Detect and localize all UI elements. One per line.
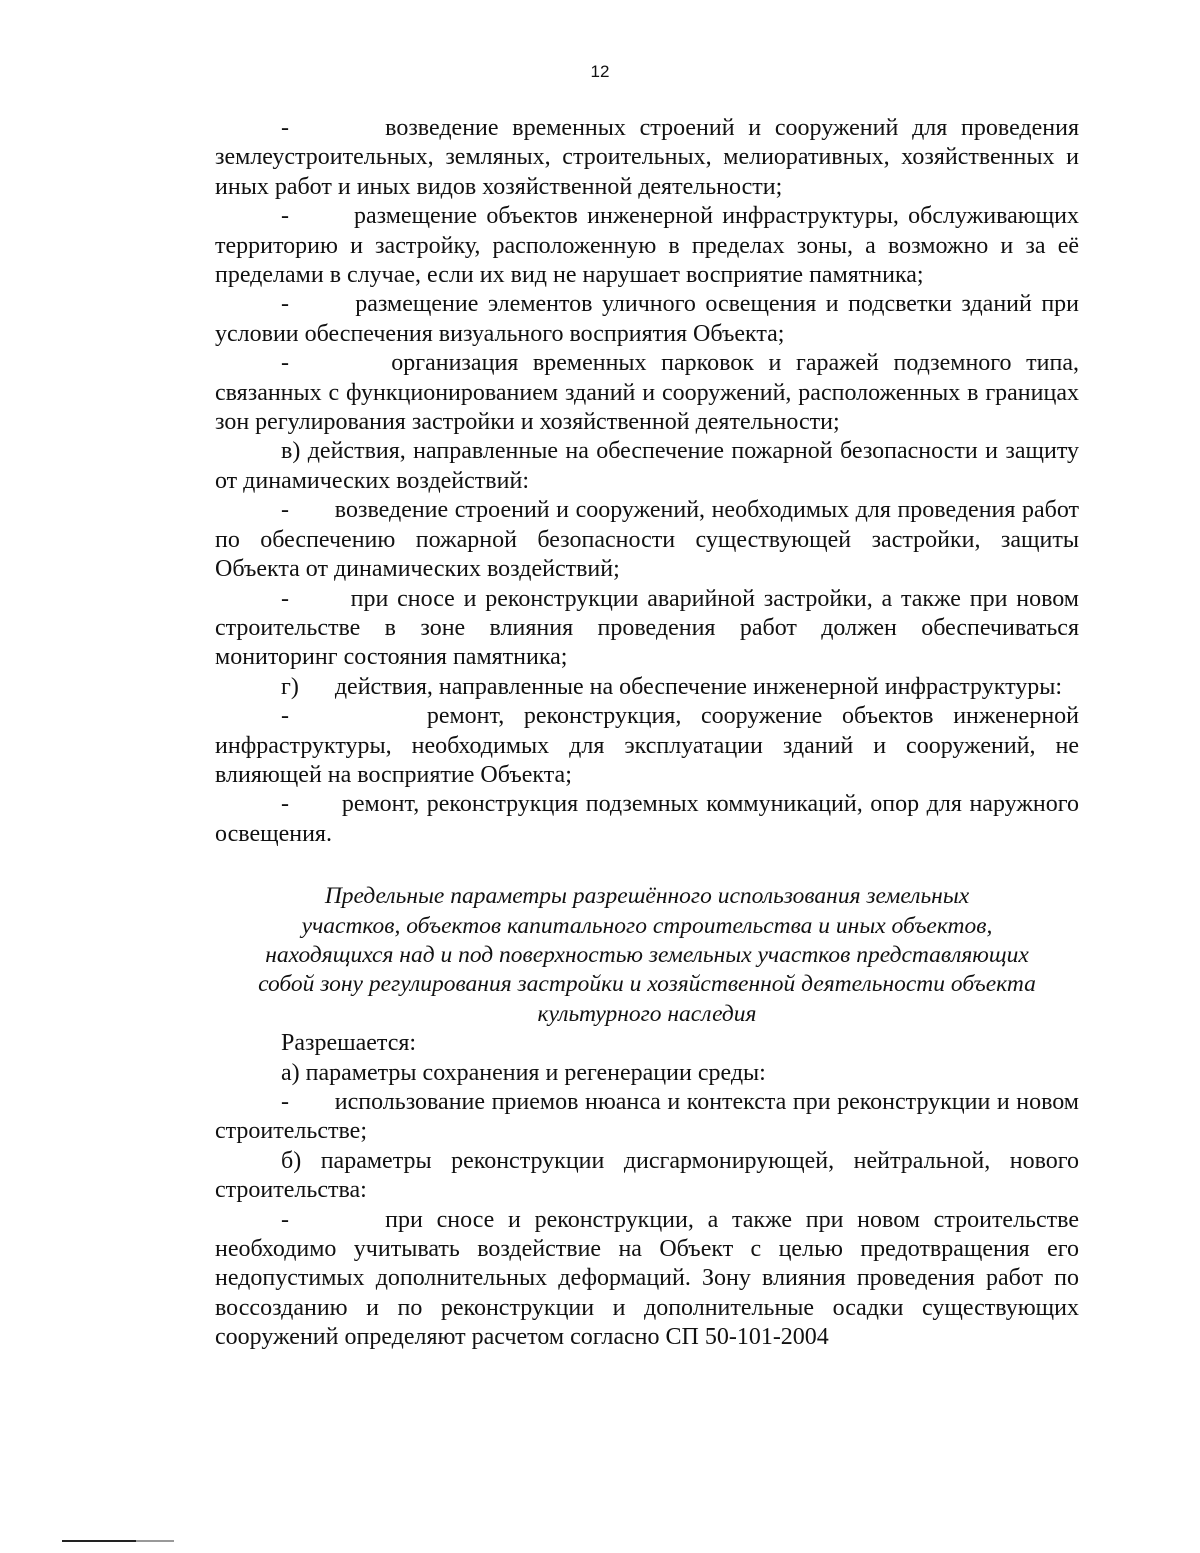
document-body (215, 114, 1079, 1353)
heading-line: культурного наследия (537, 1000, 757, 1027)
bullet-street-lighting: - размещение элементов уличного освещения и подсветки зданий при условии обеспечения визуального восприятия Объекта; (215, 291, 1079, 347)
heading-line: находящихся над и под поверхностью земельных участков представляющих (265, 941, 1029, 968)
bullet-engineering-infrastructure: - размещение объектов инженерной инфраструктуры, обслуживающих территорию и застройку, расположенную в пределах зоны, а возможно и за её пределами в случае, если их вид не нарушает восприятие памятника; (215, 203, 1079, 289)
heading-line: собой зону регулирования застройки и хозяйственной деятельности объекта (258, 971, 1036, 998)
item-a-environment: а) параметры сохранения и регенерации среды: (281, 1059, 766, 1086)
heading-line: участков, объектов капитального строительства и иных объектов, (301, 912, 993, 939)
heading-line: Предельные параметры разрешённого использования земельных (324, 883, 970, 910)
bullet-nuance-context: - использование приемов нюанса и контекста при реконструкции и новом строительстве; (215, 1089, 1079, 1145)
item-g-engineering: г) действия, направленные на обеспечение инженерной инфраструктуры: (281, 673, 1063, 700)
bullet-underground-communications: - ремонт, реконструкция подземных коммуникаций, опор для наружного освещения. (215, 791, 1079, 847)
page-number: 12 (590, 62, 610, 81)
bullet-fire-safety-structures: - возведение строений и сооружений, необходимых для проведения работ по обеспечению пожарной безопасности существующей застройки, защиты Объекта от динамических воздействий; (215, 497, 1079, 583)
bullet-engineering-repair: - ремонт, реконструкция, сооружение объектов инженерной инфраструктуры, необходимых для эксплуатации зданий и сооружений, не влияющей на восприятие Объекта; (215, 703, 1079, 788)
section-heading (215, 882, 1079, 1029)
permitted-label: Разрешается: (281, 1030, 417, 1057)
footnote-separator-faint (136, 1540, 174, 1542)
bullet-impact-assessment: - при сносе и реконструкции, а также при новом строительстве необходимо учитывать воздействие на Объект с целью предотвращения его недопустимых дополнительных деформаций. Зону влияния проведения работ по воссозданию и по реконструкции и дополнительные осадки существующих сооружений определяют расчетом согласно СП 50-101-2004 (215, 1206, 1079, 1351)
bullet-monitoring: - при сносе и реконструкции аварийной застройки, а также при новом строительстве в зоне влияния проведения работ должен обеспечиваться мониторинг состояния памятника; (215, 585, 1079, 671)
item-v-fire-safety: в) действия, направленные на обеспечение пожарной безопасности и защиту от динамических воздействий: (215, 438, 1079, 494)
bullet-temporary-structures: - возведение временных строений и сооружений для проведения землеустроительных, земляных, строительных, мелиоративных, хозяйственных и иных работ и иных видов хозяйственной деятельности; (215, 115, 1079, 200)
item-b-reconstruction: б) параметры реконструкции дисгармонирующей, нейтральной, нового строительства: (215, 1147, 1079, 1204)
bullet-temporary-parking: - организация временных парковок и гаражей подземного типа, связанных с функционированием зданий и сооружений, расположенных в границах зон регулирования застройки и хозяйственной деятельности; (215, 350, 1079, 436)
